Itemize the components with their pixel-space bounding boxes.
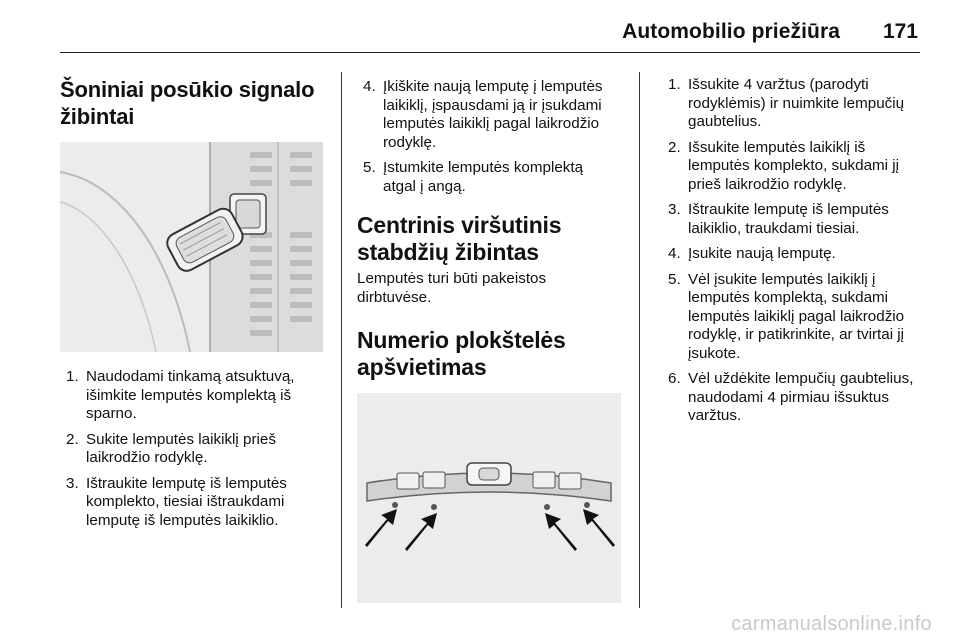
column-2: [357, 62, 623, 603]
list-item: 5. Įstumkite lemputės komplektą atgal į angą.: [363, 159, 584, 195]
steps-list-license-plate: [662, 76, 924, 426]
list-item: 3. Ištraukite lemputę iš lemputės laikiklio, traukdami tiesiai.: [668, 201, 889, 237]
section-title: Automobilio priežiūra: [622, 20, 840, 43]
side-lamp-drawing: [60, 142, 323, 352]
column-divider: [341, 72, 342, 608]
column-1: [60, 62, 326, 537]
list-item: 4. Įkiškite naują lemputę į lemputės laikiklį, įspausdami ją ir įsukdami lemputės laikiklį pagal laikrodžio rodyklę.: [363, 78, 603, 151]
list-item: 3. Ištraukite lemputę iš lemputės komplekto, tiesiai ištraukdami lemputę iš lemputės laikiklio.: [66, 474, 287, 529]
heading-license-plate-light: Numerio plokštelės apšvietimas: [357, 327, 566, 380]
heading-side-turn-signals: Šoniniai posūkio signalo žibintai: [60, 77, 315, 129]
column-3: [662, 62, 924, 433]
list-item: 5. Vėl įsukite lemputės laikiklį į lemputės komplektą, sukdami lemputės laikiklį pagal laikrodžio rodyklę, ir patikrinkite, ar tvirtai jį įsukote.: [668, 270, 905, 362]
side-turn-signal-illustration: [60, 142, 323, 352]
list-item: 6. Vėl uždėkite lempučių gaubtelius, naudodami 4 pirmiau išsuktus varžtus.: [668, 370, 914, 424]
plate-lamp-drawing: [357, 393, 621, 603]
list-item: 1. Naudodami tinkamą atsuktuvą, išimkite lemputės komplektą iš sparno.: [66, 368, 295, 422]
page-header: [60, 14, 920, 53]
steps-list-side-signals: [60, 368, 326, 530]
brake-light-note: Lemputės turi būti pakeistos dirbtuvėse.: [357, 270, 547, 306]
steps-list-side-signals-cont: [357, 78, 623, 196]
list-item: 2. Išsukite lemputės laikiklį iš lemputės komplekto, sukdami jį prieš laikrodžio rodyklę.: [668, 138, 900, 193]
watermark: carmanualsonline.info: [731, 613, 932, 635]
license-plate-illustration: [357, 393, 621, 603]
page-number: 171: [882, 20, 918, 43]
list-item: 4. Įsukite naują lemputę.: [668, 245, 836, 262]
heading-brake-light: Centrinis viršutinis stabdžių žibintas: [357, 212, 562, 265]
list-item: 1. Išsukite 4 varžtus (parodyti rodyklėmis) ir nuimkite lempučių gaubtelius.: [668, 76, 905, 130]
list-item: 2. Sukite lemputės laikiklį prieš laikrodžio rodyklę.: [66, 430, 276, 466]
column-divider: [639, 72, 640, 608]
